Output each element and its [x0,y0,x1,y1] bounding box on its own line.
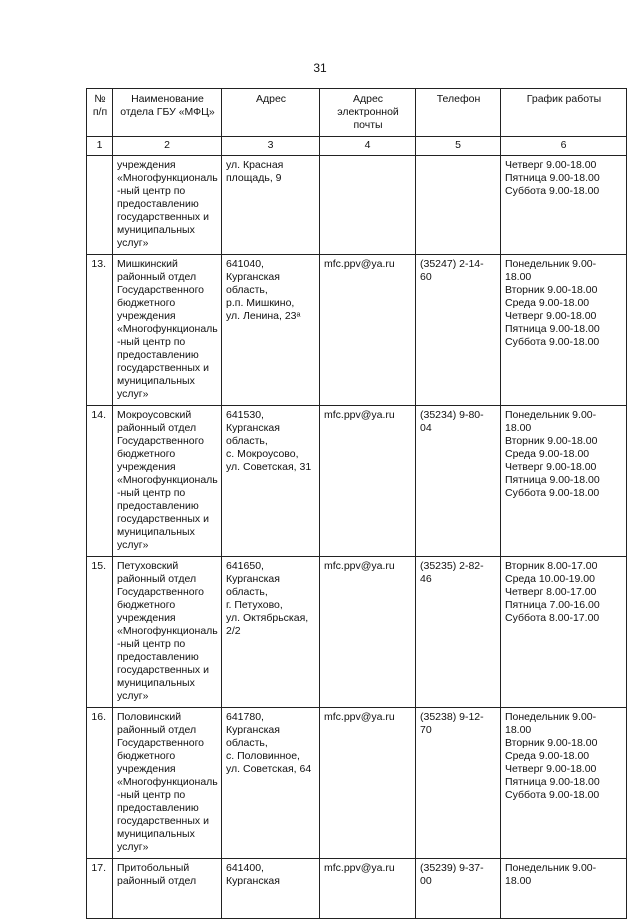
department-name: Притобольный районный отдел [113,859,222,919]
email: mfc.ppv@ya.ru [320,406,416,557]
address: 641780, Курганская область, с. Половинное, ул. Советская, 64 [222,708,320,859]
phone: (35247) 2-14- 60 [416,255,501,406]
header-schedule: График работы [501,89,627,137]
email: mfc.ppv@ya.ru [320,557,416,708]
department-name: учреждения «Многофункциональ -ный центр по предоставлению государственных и муниципальных услуг» [113,156,222,255]
schedule-line: Вторник 9.00-18.00 [505,284,598,296]
phone: (35238) 9-12- 70 [416,708,501,859]
schedule-line: Среда 10.00-19.00 [505,573,595,585]
schedule [501,708,627,859]
table-body [87,137,627,919]
row-number: 17. [87,859,113,919]
address: 641650, Курганская область, г. Петухово, ул. Октябрьская, 2/2 [222,557,320,708]
column-number-row [87,137,627,156]
column-number: 6 [501,137,627,156]
schedule-line: Пятница 9.00-18.00 [505,323,600,335]
schedule-line: Четверг 8.00-17.00 [505,586,597,598]
address: 641530, Курганская область, с. Мокроусово, ул. Советская, 31 [222,406,320,557]
row-number: 16. [87,708,113,859]
column-number: 1 [87,137,113,156]
header-email: Адрес электронной почты [320,89,416,137]
row-number [87,156,113,255]
address: 641040, Курганская область, р.п. Мишкино, ул. Ленина, 23ᵃ [222,255,320,406]
schedule-line: Суббота 8.00-17.00 [505,612,600,624]
schedule-line: Вторник 9.00-18.00 [505,435,598,447]
schedule-line: Четверг 9.00-18.00 [505,763,597,775]
email: mfc.ppv@ya.ru [320,859,416,919]
schedule [501,859,627,919]
department-name: Половинский районный отдел Государственного бюджетного учреждения «Многофункциональ -ный центр по предоставлению государственных и муниципальных услуг» [113,708,222,859]
schedule-line: Вторник 9.00-18.00 [505,737,598,749]
schedule-line: Понедельник 9.00- 18.00 [505,711,597,736]
header-phone: Телефон [416,89,501,137]
row-number: 14. [87,406,113,557]
schedule-line: Понедельник 9.00- 18.00 [505,862,597,887]
department-name: Мишкинский районный отдел Государственного бюджетного учреждения «Многофункциональ -ный центр по предоставлению государственных и муниципальных услуг» [113,255,222,406]
schedule [501,156,627,255]
table-row [87,557,627,708]
schedule-line: Среда 9.00-18.00 [505,297,590,309]
mfc-departments-table [86,88,627,919]
schedule-line: Четверг 9.00-18.00 [505,461,597,473]
schedule [501,557,627,708]
address: ул. Красная площадь, 9 [222,156,320,255]
schedule-line: Пятница 7.00-16.00 [505,599,600,611]
page-number: 31 [313,61,327,75]
schedule-line: Четверг 9.00-18.00 [505,310,597,322]
header-address: Адрес [222,89,320,137]
column-number: 3 [222,137,320,156]
table-row [87,156,627,255]
schedule-line: Пятница 9.00-18.00 [505,474,600,486]
schedule-line: Понедельник 9.00- 18.00 [505,409,597,434]
schedule-line: Среда 9.00-18.00 [505,750,590,762]
schedule-line: Среда 9.00-18.00 [505,448,590,460]
row-number: 15. [87,557,113,708]
schedule-line: Суббота 9.00-18.00 [505,487,600,499]
department-name: Мокроусовский районный отдел Государственного бюджетного учреждения «Многофункциональ -ный центр по предоставлению государственных и муниципальных услуг» [113,406,222,557]
table-row [87,708,627,859]
phone [416,156,501,255]
phone: (35235) 2-82- 46 [416,557,501,708]
column-number: 4 [320,137,416,156]
email: mfc.ppv@ya.ru [320,255,416,406]
address: 641400, Курганская [222,859,320,919]
schedule-line: Пятница 9.00-18.00 [505,776,600,788]
email: mfc.ppv@ya.ru [320,708,416,859]
column-number: 2 [113,137,222,156]
table-row [87,859,627,919]
schedule-line: Суббота 9.00-18.00 [505,185,600,197]
schedule [501,255,627,406]
table-row [87,406,627,557]
schedule-line: Понедельник 9.00- 18.00 [505,258,597,283]
row-number: 13. [87,255,113,406]
schedule-line: Пятница 9.00-18.00 [505,172,600,184]
schedule [501,406,627,557]
schedule-line: Суббота 9.00-18.00 [505,789,600,801]
table-row [87,255,627,406]
department-name: Петуховский районный отдел Государственного бюджетного учреждения «Многофункциональ -ный центр по предоставлению государственных и муниципальных услуг» [113,557,222,708]
schedule-line: Вторник 8.00-17.00 [505,560,598,572]
header-department-name: Наименование отдела ГБУ «МФЦ» [113,89,222,137]
header-number: № п/п [87,89,113,137]
schedule-line: Четверг 9.00-18.00 [505,159,597,171]
schedule-line: Суббота 9.00-18.00 [505,336,600,348]
column-number: 5 [416,137,501,156]
email [320,156,416,255]
table-header-row [87,89,627,137]
phone: (35239) 9-37- 00 [416,859,501,919]
phone: (35234) 9-80- 04 [416,406,501,557]
